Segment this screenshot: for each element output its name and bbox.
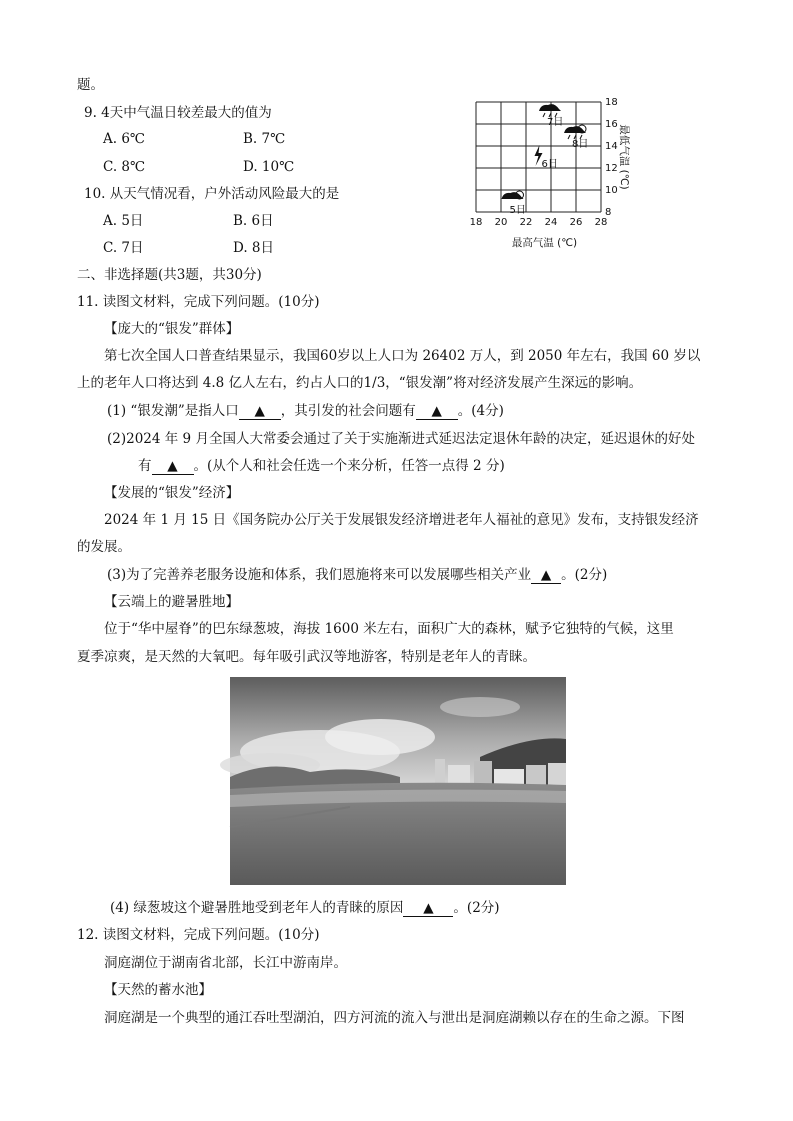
y-tick-label: 14 (605, 141, 618, 152)
sub-question-3 (107, 565, 607, 585)
heading-silver-economy: 【发展的“银发”经济】 (104, 485, 240, 501)
paragraph-census-2: 上的老年人口将达到 4.8 亿人左右，约占人口的1/3，“银发潮”将对经济发展产生深远的影响。 (77, 375, 643, 391)
sub-question-2-line-2 (138, 456, 505, 476)
heading-silver-group: 【庞大的“银发”群体】 (104, 321, 240, 337)
sub-question-2-line-1: (2)2024 年 9 月全国人大常委会通过了关于实施渐进式延迟法定退休年龄的决定，延迟退休的好处 (107, 431, 695, 447)
q9-option-a: A. 6℃ (103, 131, 146, 147)
q9-option-d: D. 10℃ (243, 159, 295, 175)
y-tick-label: 10 (605, 185, 618, 196)
point-label: 6日 (541, 159, 558, 170)
x-tick-label: 24 (544, 217, 558, 228)
q9-option-b: B. 7℃ (243, 131, 286, 147)
x-axis-label: 最高气温 (℃) (511, 237, 578, 249)
point-label: 5日 (509, 205, 526, 216)
paragraph-policy-1: 2024 年 1 月 15 日《国务院办公厅关于发展银发经济增进老年人福祉的意见》发布，支持银发经济 (104, 512, 699, 528)
sub-q1-text-b: ，其引发的社会问题有 (280, 403, 416, 419)
y-axis-label: 最低气温 (℃) (618, 124, 630, 190)
point-label: 8日 (572, 139, 589, 150)
paragraph-dongting-flow: 洞庭湖是一个典型的通江吞吐型湖泊，四方河流的流入与泄出是洞庭湖赖以存在的生命之源。下图 (104, 1010, 685, 1026)
sub-question-4 (110, 898, 500, 918)
cloud-icon (539, 104, 561, 111)
q10-option-a: A. 5日 (103, 213, 144, 229)
answer-blank: ▲ (416, 403, 458, 420)
answer-blank: ▲ (403, 900, 453, 917)
y-tick-label: 18 (605, 97, 618, 108)
x-tick-label: 26 (569, 217, 583, 228)
paragraph-census-1: 第七次全国人口普查结果显示，我国60岁以上人口为 26402 万人，到 2050 年左右，我国 60 岁以 (104, 348, 701, 364)
x-tick-label: 20 (494, 217, 508, 228)
y-tick-label: 16 (605, 119, 618, 130)
sub-q2-text-a: 有 (138, 458, 152, 474)
sub-q2-text-b: 。(从个人和社会任选一个来分析，任答一点得 2 分) (193, 458, 505, 474)
landscape-photo (230, 677, 566, 885)
intro-fragment: 题。 (77, 77, 104, 93)
sub-q4-text-b: 。(2分) (453, 900, 500, 916)
x-tick-label: 22 (519, 217, 533, 228)
question-12: 12. 读图文材料，完成下列问题。(10分) (77, 927, 320, 943)
x-tick-label: 28 (594, 217, 608, 228)
heading-reservoir: 【天然的蓄水池】 (104, 982, 212, 998)
sub-q3-text-a: (3)为了完善养老服务设施和体系，我们恩施将来可以发展哪些相关产业 (107, 567, 532, 583)
point-label: 7日 (547, 117, 564, 128)
sub-q3-text-b: 。(2分) (561, 567, 608, 583)
question-9: 9. 4天中气温日较差最大的值为 (84, 105, 272, 121)
section-2-heading: 二、非选择题(共3题，共30分) (77, 267, 262, 283)
x-tick-label: 18 (469, 217, 483, 228)
sub-q1-text-c: 。(4分) (457, 403, 504, 419)
answer-blank: ▲ (152, 458, 194, 475)
q10-option-d: D. 8日 (233, 240, 275, 256)
cloud-icon (564, 126, 586, 133)
q10-option-c: C. 7日 (103, 240, 144, 256)
y-tick-label: 12 (605, 163, 618, 174)
sub-question-1 (107, 401, 504, 421)
paragraph-dongting-location: 洞庭湖位于湖南省北部，长江中游南岸。 (104, 955, 347, 971)
paragraph-resort-1: 位于“华中屋脊”的巴东绿葱坡，海拔 1600 米左右，面积广大的森林，赋予它独特的气候，这里 (104, 621, 674, 637)
y-tick-label: 8 (605, 207, 612, 218)
paragraph-resort-2: 夏季凉爽，是天然的大氧吧。每年吸引武汉等地游客，特别是老年人的青睐。 (77, 649, 536, 665)
temperature-chart (466, 92, 630, 252)
sub-q4-text-a: (4) 绿葱坡这个避暑胜地受到老年人的青睐的原因 (110, 900, 404, 916)
question-11: 11. 读图文材料，完成下列问题。(10分) (77, 294, 320, 310)
q9-option-c: C. 8℃ (103, 159, 146, 175)
answer-blank: ▲ (239, 403, 281, 420)
sub-q1-text-a: (1) “银发潮”是指人口 (107, 403, 239, 419)
q10-option-b: B. 6日 (233, 213, 274, 229)
cloud-icon (502, 192, 524, 199)
heading-summer-resort: 【云端上的避暑胜地】 (104, 594, 239, 610)
question-10: 10. 从天气情况看，户外活动风险最大的是 (84, 186, 340, 202)
answer-blank: ▲ (531, 567, 561, 584)
paragraph-policy-2: 的发展。 (77, 539, 131, 555)
